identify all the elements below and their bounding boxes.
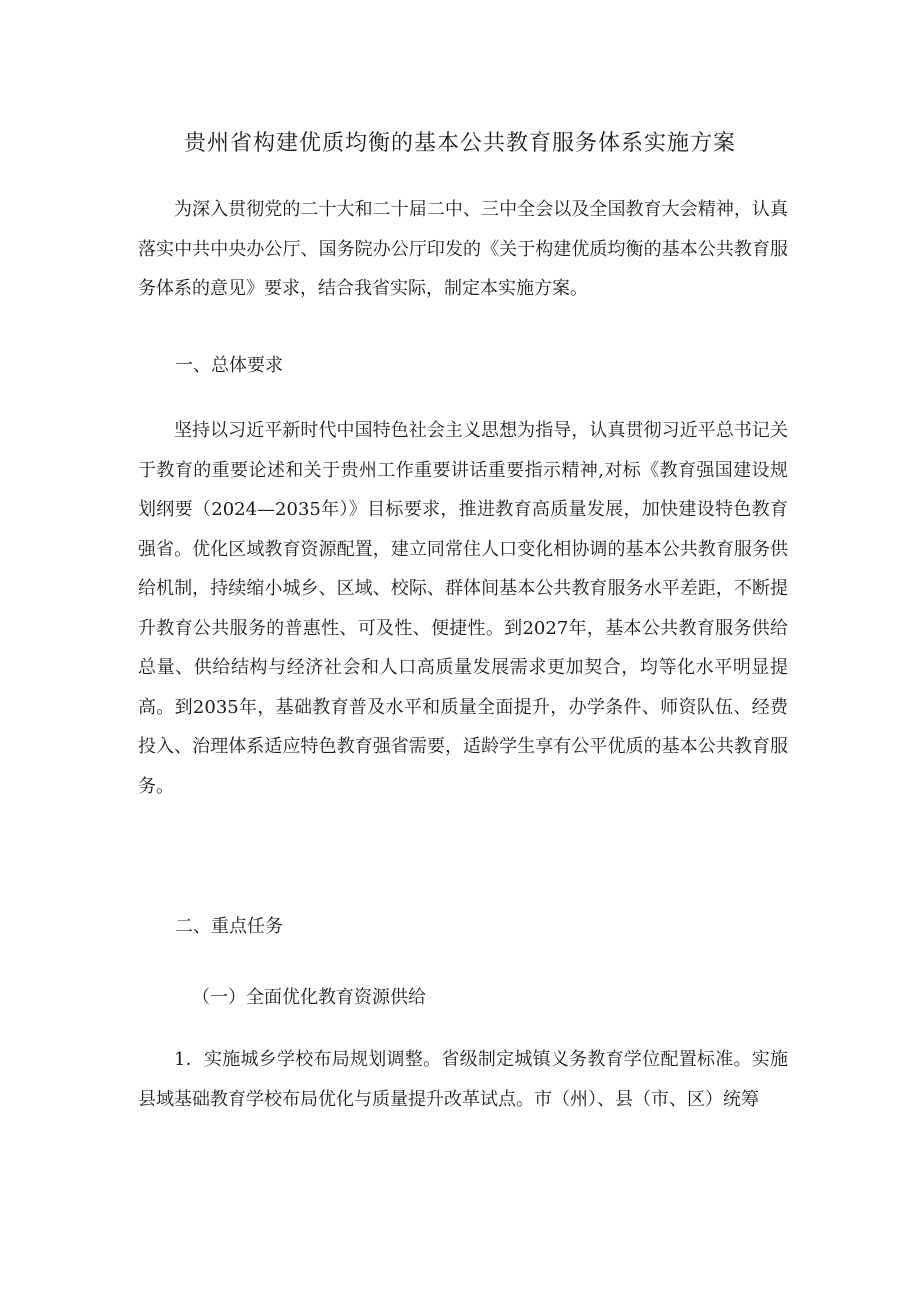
intro-paragraph: 为深入贯彻党的二十大和二十届二中、三中全会以及全国教育大会精神，认真落实中共中央办公厅、国务院办公厅印发的《关于构建优质均衡的基本公共教育服务体系的意见》要求，结合我省实际，制定本实施方案。 [138,199,788,299]
section-heading-key-tasks: 二、重点任务 [175,916,283,937]
item-1-paragraph: 1．实施城乡学校布局规划调整。省级制定城镇义务教育学位配置标准。实施县域基础教育学校布局优化与质量提升改革试点。市（州）、县（市、区）统筹 [138,1049,788,1110]
subsection-heading-resource-supply: （一）全面优化教育资源供给 [192,987,426,1008]
general-requirements-paragraph: 坚持以习近平新时代中国特色社会主义思想为指导，认真贯彻习近平总书记关于教育的重要论述和关于贵州工作重要讲话重要指示精神,对标《教育强国建设规划纲要（2024—2035年）》目标要求，推进教育高质量发展，加快建设特色教育强省。优化区域教育资源配置，建立同常住人口变化相协调的基本公共教育服务供给机制，持续缩小城乡、区域、校际、群体间基本公共教育服务水平差距，不断提升教育公共服务的普惠性、可及性、便捷性。到2027年，基本公共教育服务供给总量、供给结构与经济社会和人口高质量发展需求更加契合，均等化水平明显提高。到2035年，基础教育普及水平和质量全面提升，办学条件、师资队伍、经费投入、治理体系适应特色教育强省需要，适龄学生享有公平优质的基本公共教育服务。 [138,420,788,797]
document-title: 贵州省构建优质均衡的基本公共教育服务体系实施方案 [183,131,736,156]
section-heading-general-requirements: 一、总体要求 [175,355,283,376]
